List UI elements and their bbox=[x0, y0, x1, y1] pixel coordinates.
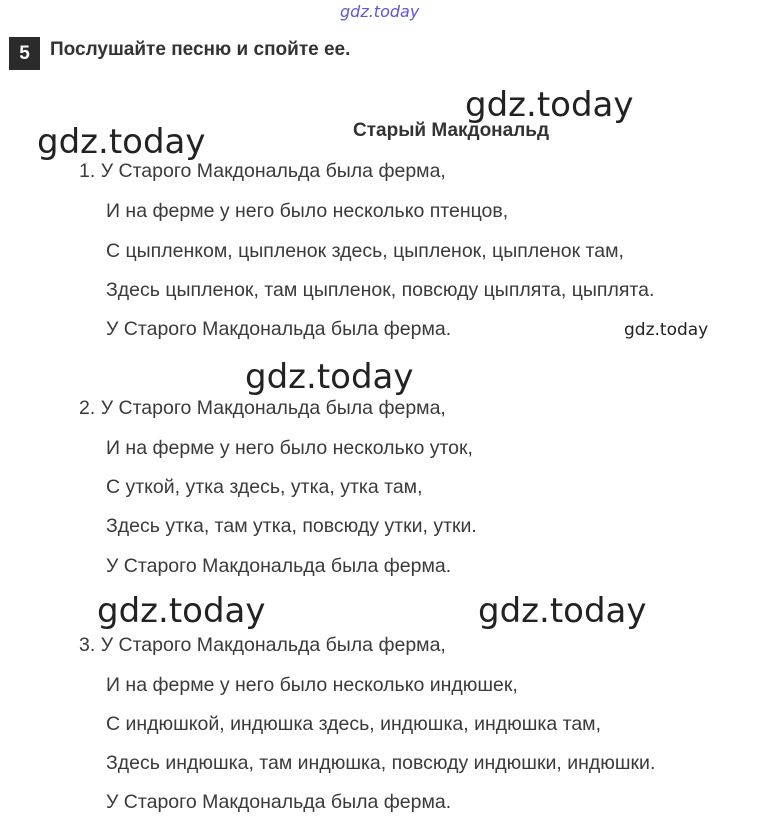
watermark: gdz.today bbox=[37, 122, 206, 162]
verse-line: Здесь утка, там утка, повсюду утки, утки. bbox=[106, 515, 477, 537]
verse-line: С цыпленком, цыпленок здесь, цыпленок, цыпленок там, bbox=[106, 240, 624, 262]
verse-2-line-1 bbox=[79, 397, 446, 420]
verse-line: У Старого Макдональда была ферма. bbox=[106, 318, 452, 340]
verse-line: У Старого Макдональда была ферма, bbox=[100, 634, 446, 656]
verse-line: С уткой, утка здесь, утка, утка там, bbox=[106, 476, 423, 498]
verse-line: У Старого Макдональда была ферма. bbox=[106, 791, 452, 813]
verse-number: 1. bbox=[79, 160, 96, 182]
verse-number: 2. bbox=[79, 397, 96, 419]
verse-line: У Старого Макдональда была ферма, bbox=[100, 397, 446, 419]
verse-line: Здесь цыпленок, там цыпленок, повсюду цыплята, цыплята. bbox=[106, 279, 655, 301]
watermark: gdz.today bbox=[478, 591, 647, 631]
watermark: gdz.today bbox=[97, 591, 266, 631]
verse-1-line-1 bbox=[79, 160, 446, 183]
task-number-badge: 5 bbox=[9, 37, 40, 70]
watermark-top: gdz.today bbox=[340, 2, 420, 21]
watermark: gdz.today bbox=[624, 320, 709, 340]
verse-line: У Старого Макдональда была ферма. bbox=[106, 555, 452, 577]
verse-number: 3. bbox=[79, 634, 96, 656]
watermark: gdz.today bbox=[245, 357, 414, 397]
verse-line: Здесь индюшка, там индюшка, повсюду индюшки, индюшки. bbox=[106, 752, 656, 774]
verse-line: С индюшкой, индюшка здесь, индюшка, индюшка там, bbox=[106, 713, 602, 735]
verse-line: И на ферме у него было несколько птенцов, bbox=[106, 200, 509, 222]
song-title: Старый Макдональд bbox=[353, 120, 550, 141]
verse-3-line-1 bbox=[79, 634, 446, 657]
watermark: gdz.today bbox=[465, 85, 634, 125]
verse-line: И на ферме у него было несколько индюшек, bbox=[106, 674, 518, 696]
task-title: Послушайте песню и спойте ее. bbox=[50, 39, 351, 60]
verse-line: И на ферме у него было несколько уток, bbox=[106, 437, 473, 459]
verse-line: У Старого Макдональда была ферма, bbox=[100, 160, 446, 182]
